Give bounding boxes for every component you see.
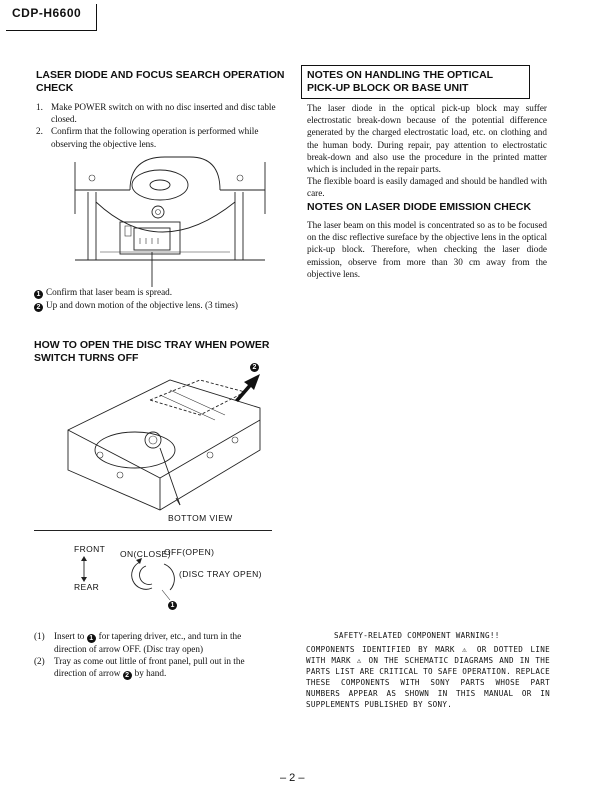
on-close-label: ON(CLOSE): [120, 549, 171, 559]
marker-1-icon: 1: [87, 634, 96, 643]
player-bottom-icon: [68, 380, 260, 510]
safety-body: COMPONENTS IDENTIFIED BY MARK ⚠ OR DOTTED LINE WITH MARK ⚠ ON THE SCHEMATIC DIAGRAMS AND IN THE PARTS LIST ARE CRITICAL TO SAFE OPERATION. REPLACE THESE COMPONENTS WITH SONY PARTS WHOSE PART NUMBERS APPEAR AS SHOWN IN THIS MANUAL OR IN SUPPLEMENTS PUBLISHED BY SONY.: [306, 645, 550, 709]
handling-body: [307, 102, 547, 200]
marker-1-icon: 1: [34, 290, 43, 299]
tray-title: HOW TO OPEN THE DISC TRAY WHEN POWER SWITCH TURNS OFF: [34, 339, 270, 364]
laser-check-notes: [34, 286, 284, 312]
emission-title: NOTES ON LASER DIODE EMISSION CHECK: [307, 201, 532, 213]
rotation-switch-icon: [132, 558, 175, 590]
bottom-view-label: BOTTOM VIEW: [168, 513, 233, 523]
pickup-outline-icon: [75, 157, 265, 287]
list-item: 2 Up and down motion of the objective lens. (3 times): [34, 299, 284, 312]
header-rule-vertical: [96, 4, 97, 31]
laser-check-steps: [36, 101, 286, 150]
pull-arrow-icon: [235, 374, 260, 402]
optical-pickup-diagram: [70, 152, 270, 287]
page-number: – 2 –: [280, 772, 305, 784]
list-item: 2. Confirm that the following operation is performed while observing the objective lens.: [36, 126, 259, 149]
list-item: (2) Tray as come out little of front panel, pull out in the direction of arrow 2 by hand.: [34, 656, 245, 680]
front-rear-arrow-icon: [81, 556, 87, 582]
list-item: 1. Make POWER switch on with no disc inserted and disc table closed.: [36, 102, 276, 125]
off-open-label: OFF(OPEN): [164, 547, 215, 557]
handling-title: NOTES ON HANDLING THE OPTICAL PICK-UP BLOCK OR BASE UNIT: [301, 65, 530, 99]
header-rule: [6, 30, 96, 31]
list-item: (1) Insert to 1 for tapering driver, etc., and turn in the direction of arrow OFF. (Disc tray open): [34, 631, 242, 654]
handling-paragraph-2: The flexible board is easily damaged and should be handled with care.: [307, 176, 547, 199]
switch-direction-diagram: [80, 556, 190, 606]
front-label: FRONT: [74, 544, 106, 554]
list-item: 1 Confirm that laser beam is spread.: [34, 286, 284, 299]
laser-check-title: LASER DIODE AND FOCUS SEARCH OPERATION CHECK: [36, 69, 285, 94]
rear-label: REAR: [74, 582, 100, 592]
marker-2-icon: 2: [34, 303, 43, 312]
tray-steps: [34, 630, 276, 680]
section-divider: [34, 530, 272, 531]
marker-2-icon: 2: [250, 363, 259, 372]
model-number: CDP-H6600: [12, 6, 82, 20]
bottom-view-diagram: [60, 360, 280, 520]
emission-body: The laser beam on this model is concentrated so as to be focused on the disc reflective sureface by the objective lens in the optical pick-up block. Therefore, when checking the laser diode emission, observe from more than 30 cm away from the objective lens.: [307, 220, 547, 279]
handling-paragraph: The laser diode in the optical pick-up block may suffer electrostatic break-down because of the potential difference generated by the charged electrostatic load, etc. on clothing and the human body. During repair, pay attention to electrostatic break-down and also use the procedure in the printed matter which is included in the repair parts.: [307, 103, 547, 175]
safety-title: SAFETY-RELATED COMPONENT WARNING!!: [334, 631, 500, 640]
marker-2-icon: 2: [123, 671, 132, 680]
disc-tray-open-label: (DISC TRAY OPEN): [179, 569, 262, 579]
marker-1-icon: 1: [168, 601, 177, 610]
